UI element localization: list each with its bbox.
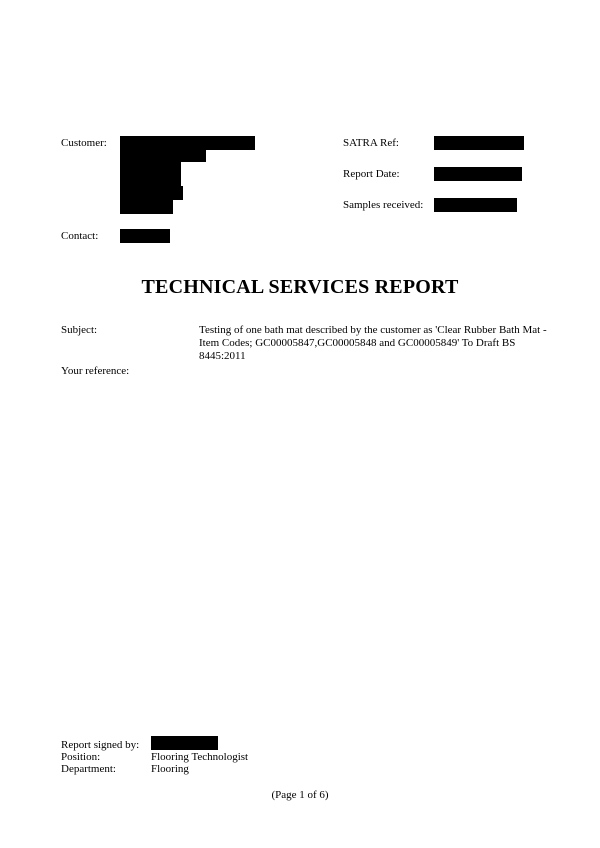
subject-label: Subject:: [61, 324, 98, 336]
signed-by-label: Report signed by:: [61, 739, 140, 751]
position-label: Position:: [61, 751, 101, 763]
samples-received-label: Samples received:: [343, 199, 424, 211]
customer-label: Customer:: [61, 137, 107, 149]
report-date-label: Report Date:: [343, 168, 400, 180]
satra-ref-redaction: [434, 136, 524, 150]
satra-ref-label: SATRA Ref:: [343, 137, 399, 149]
department-label: Department:: [61, 763, 116, 775]
department-value: Flooring: [151, 763, 189, 775]
report-date-redaction: [434, 167, 522, 181]
contact-redaction: [120, 229, 170, 243]
signed-by-redaction: [151, 736, 218, 750]
report-title: TECHNICAL SERVICES REPORT: [141, 276, 459, 298]
contact-label: Contact:: [61, 230, 99, 242]
page-number: (Page 1 of 6): [271, 789, 329, 801]
position-value: Flooring Technologist: [151, 751, 249, 763]
your-reference-label: Your reference:: [61, 365, 130, 377]
samples-received-redaction: [434, 198, 517, 212]
subject-text: Testing of one bath mat described by the customer as 'Clear Rubber Bath Mat - Item Codes; GC00005847,GC00005848 and GC00005849' To Draft BS 8445:2011: [199, 324, 547, 362]
